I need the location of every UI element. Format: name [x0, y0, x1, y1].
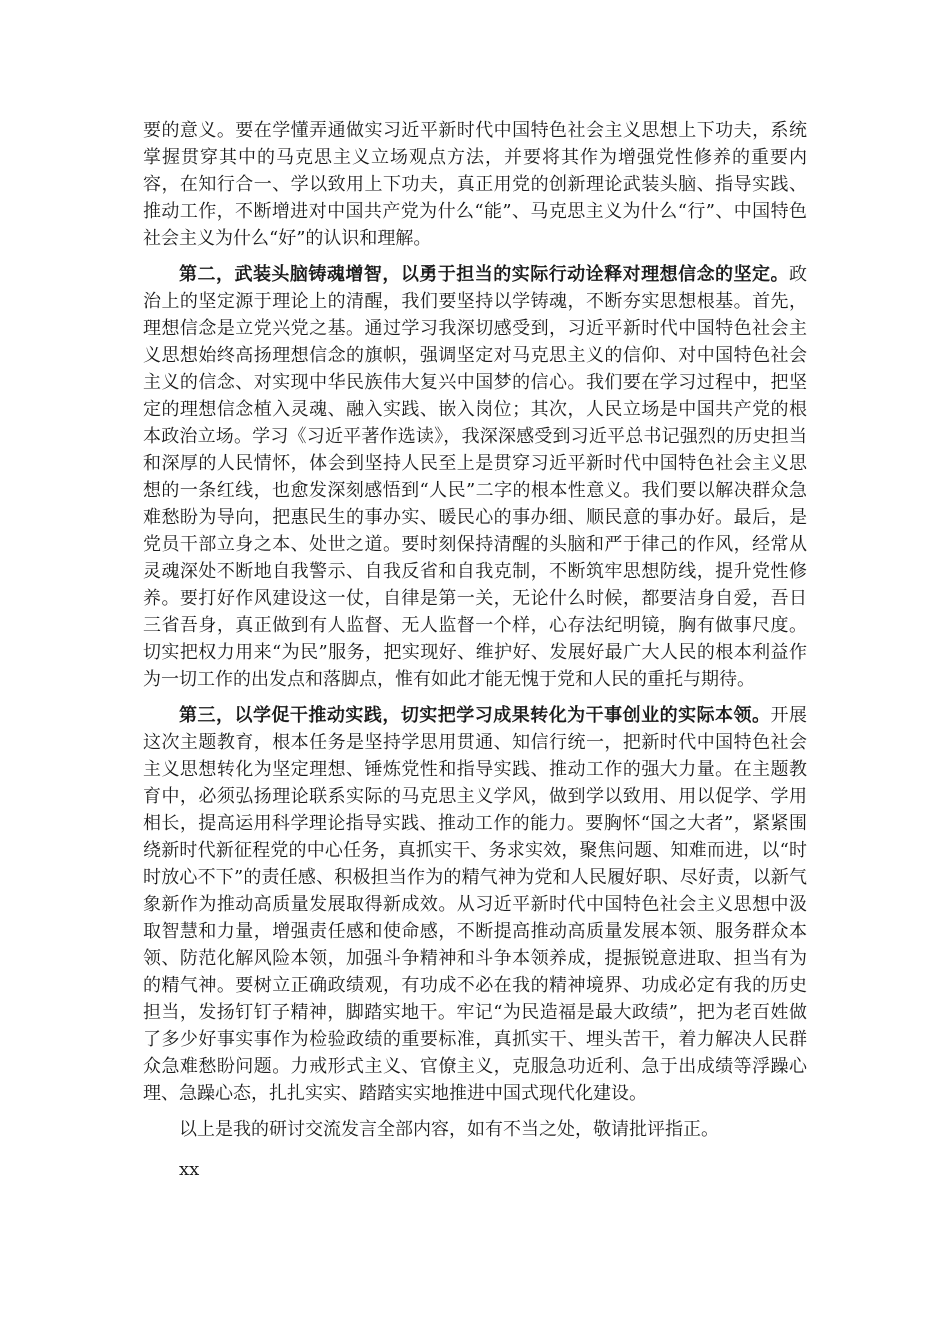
paragraph-closing	[143, 1116, 807, 1143]
paragraph-text: 以上是我的研讨交流发言全部内容，如有不当之处，敬请批评指正。	[179, 1119, 719, 1140]
paragraph-intro-continuation	[143, 117, 807, 252]
paragraph-second-point	[143, 261, 807, 693]
signature: xx	[179, 1159, 200, 1180]
paragraph-text: 政治上的坚定源于理论上的清醒，我们要坚持以学铸魂，不断夯实思想根基。首先，理想信念是立党兴党之基。通过学习我深切感受到，习近平新时代中国特色社会主义思想始终高扬理想信念的旗帜，强调坚定对马克思主义的信仰、对中国特色社会主义的信念、对实现中华民族伟大复兴中国梦的信心。我们要在学习过程中，把坚定的理想信念植入灵魂、融入实践、嵌入岗位；其次，人民立场是中国共产党的根本政治立场。学习《习近平著作选读》，我深深感受到习近平总书记强烈的历史担当和深厚的人民情怀，体会到坚持人民至上是贯穿习近平新时代中国特色社会主义思想的一条红线，也愈发深刻感悟到“人民”二字的根本性意义。我们要以解决群众急难愁盼为导向，把惠民生的事办实、暖民心的事办细、顺民意的事办好。最后，是党员干部立身之本、处世之道。要时刻保持清醒的头脑和严于律己的作风，经常从灵魂深处不断地自我警示、自我反省和自我克制，不断筑牢思想防线，提升党性修养。要打好作风建设这一仗，自律是第一关，无论什么时候，都要洁身自爱，吾日三省吾身，真正做到有人监督、无人监督一个样，心存法纪明镜，胸有做事尺度。切实把权力用来“为民”服务，把实现好、维护好、发展好最广大人民的根本利益作为一切工作的出发点和落脚点，惟有如此才能无愧于党和人民的重托与期待。	[143, 264, 807, 690]
paragraph-heading: 第三，以学促干推动实践，切实把学习成果转化为干事创业的实际本领。	[179, 705, 771, 726]
paragraph-third-point	[143, 702, 807, 1107]
paragraph-text: 要的意义。要在学懂弄通做实习近平新时代中国特色社会主义思想上下功夫，系统掌握贯穿其中的马克思主义立场观点方法，并要将其作为增强党性修养的重要内容，在知行合一、学以致用上下功夫，真正用党的创新理论武装头脑、指导实践、推动工作，不断增进对中国共产党为什么“能”、马克思主义为什么“行”、中国特色社会主义为什么“好”的认识和理解。	[143, 120, 807, 249]
paragraph-text: 开展这次主题教育，根本任务是坚持学思用贯通、知信行统一，把新时代中国特色社会主义思想转化为坚定理想、锤炼党性和指导实践、推动工作的强大力量。在主题教育中，必须弘扬理论联系实际的马克思主义学风，做到学以致用、用以促学、学用相长，提高运用科学理论指导实践、推动工作的能力。要胸怀“国之大者”，紧紧围绕新时代新征程党的中心任务，真抓实干、务求实效，聚焦问题、知难而进，以“时时放心不下”的责任感、积极担当作为的精气神为党和人民履好职、尽好责，以新气象新作为推动高质量发展取得新成效。从习近平新时代中国特色社会主义思想中汲取智慧和力量，增强责任感和使命感，不断提高推动高质量发展本领、服务群众本领、防范化解风险本领，加强斗争精神和斗争本领养成，提振锐意进取、担当有为的精气神。要树立正确政绩观，有功成不必在我的精神境界、功成必定有我的历史担当，发扬钉钉子精神，脚踏实地干。牢记“为民造福是最大政绩”，把为老百姓做了多少好事实事作为检验政绩的重要标准，真抓实干、埋头苦干，着力解决人民群众急难愁盼问题。力戒形式主义、官僚主义，克服急功近利、急于出成绩等浮躁心理、急躁心态，扎扎实实、踏踏实实地推进中国式现代化建设。	[143, 705, 808, 1104]
paragraph-heading: 第二，武装头脑铸魂增智，以勇于担当的实际行动诠释对理想信念的坚定。	[179, 264, 789, 285]
document-body	[143, 117, 807, 1183]
